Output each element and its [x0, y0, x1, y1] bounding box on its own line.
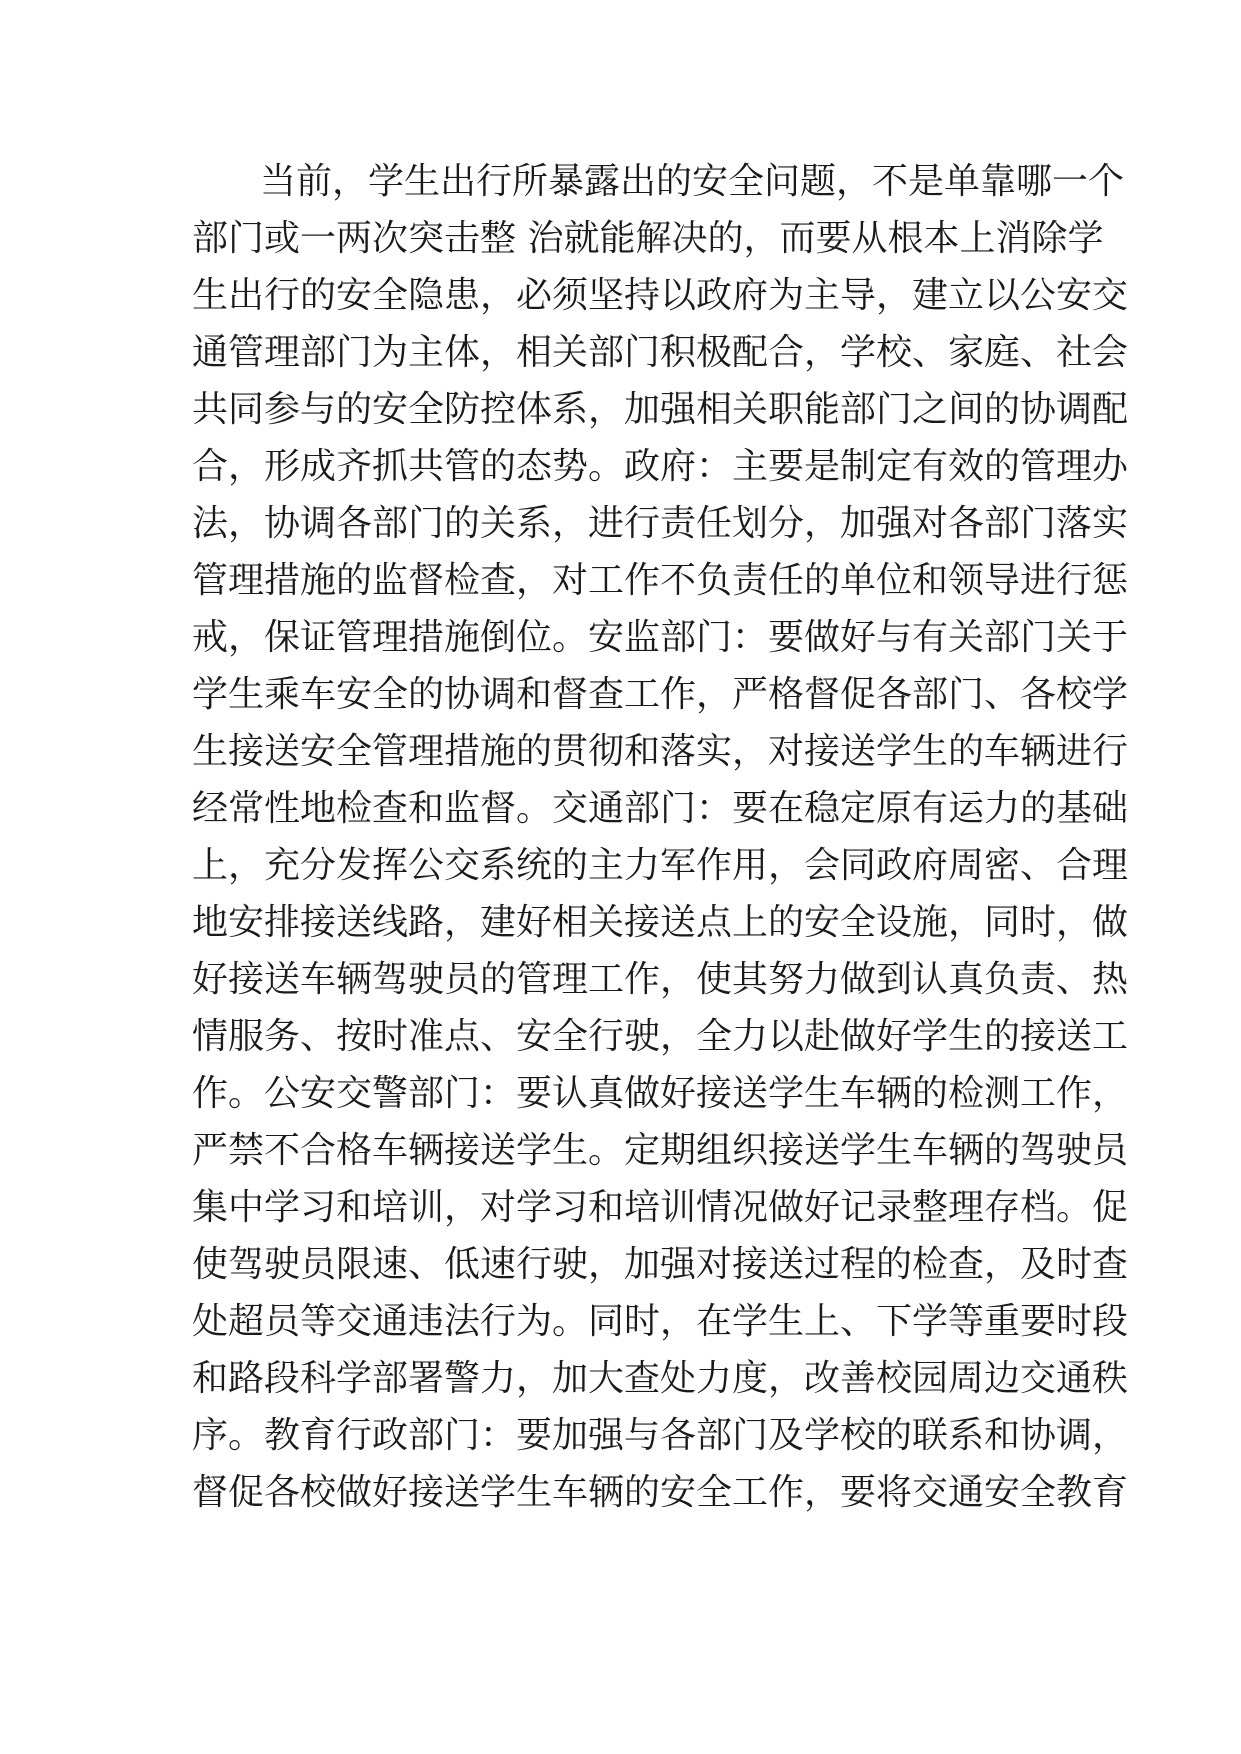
text-line: 处超员等交通违法行为。同时，在学生上、下学等重要时段 [192, 1301, 1129, 1342]
text-line: 合，形成齐抓共管的态势。政府：主要是制定有效的管理办 [192, 446, 1129, 487]
text-line: 作。公安交警部门：要认真做好接送学生车辆的检测工作， [192, 1073, 1129, 1114]
text-line: 上，充分发挥公交系统的主力军作用，会同政府周密、合理 [192, 845, 1129, 886]
text-line: 地安排接送线路，建好相关接送点上的安全设施，同时，做 [192, 902, 1129, 943]
text-line: 戒，保证管理措施倒位。安监部门：要做好与有关部门关于 [192, 617, 1129, 658]
text-line: 情服务、按时准点、安全行驶，全力以赴做好学生的接送工 [192, 1016, 1129, 1057]
text-line: 生接送安全管理措施的贯彻和落实，对接送学生的车辆进行 [192, 731, 1129, 772]
text-line: 使驾驶员限速、低速行驶，加强对接送过程的检查，及时查 [192, 1244, 1129, 1285]
text-line: 部门或一两次突击整 治就能解决的，而要从根本上消除学 [192, 218, 1104, 259]
text-line: 共同参与的安全防控体系，加强相关职能部门之间的协调配 [192, 389, 1129, 430]
text-line: 督促各校做好接送学生车辆的安全工作，要将交通安全教育 [192, 1472, 1129, 1513]
text-line: 严禁不合格车辆接送学生。定期组织接送学生车辆的驾驶员 [192, 1130, 1129, 1171]
text-line: 通管理部门为主体，相关部门积极配合，学校、家庭、社会 [192, 332, 1129, 373]
text-line: 经常性地检查和监督。交通部门：要在稳定原有运力的基础 [192, 788, 1129, 829]
text-line: 集中学习和培训，对学习和培训情况做好记录整理存档。促 [192, 1187, 1129, 1228]
text-line: 管理措施的监督检查，对工作不负责任的单位和领导进行惩 [192, 560, 1129, 601]
text-line: 生出行的安全隐患，必须坚持以政府为主导，建立以公安交 [192, 275, 1129, 316]
text-line: 和路段科学部署警力，加大查处力度，改善校园周边交通秩 [192, 1358, 1129, 1399]
text-line: 学生乘车安全的协调和督查工作，严格督促各部门、各校学 [192, 674, 1129, 715]
text-line: 好接送车辆驾驶员的管理工作，使其努力做到认真负责、热 [192, 959, 1129, 1000]
text-line: 序。教育行政部门：要加强与各部门及学校的联系和协调， [192, 1415, 1129, 1456]
text-line: 当前，学生出行所暴露出的安全问题，不是单靠哪一个 [260, 161, 1125, 202]
text-line: 法，协调各部门的关系，进行责任划分，加强对各部门落实 [192, 503, 1129, 544]
